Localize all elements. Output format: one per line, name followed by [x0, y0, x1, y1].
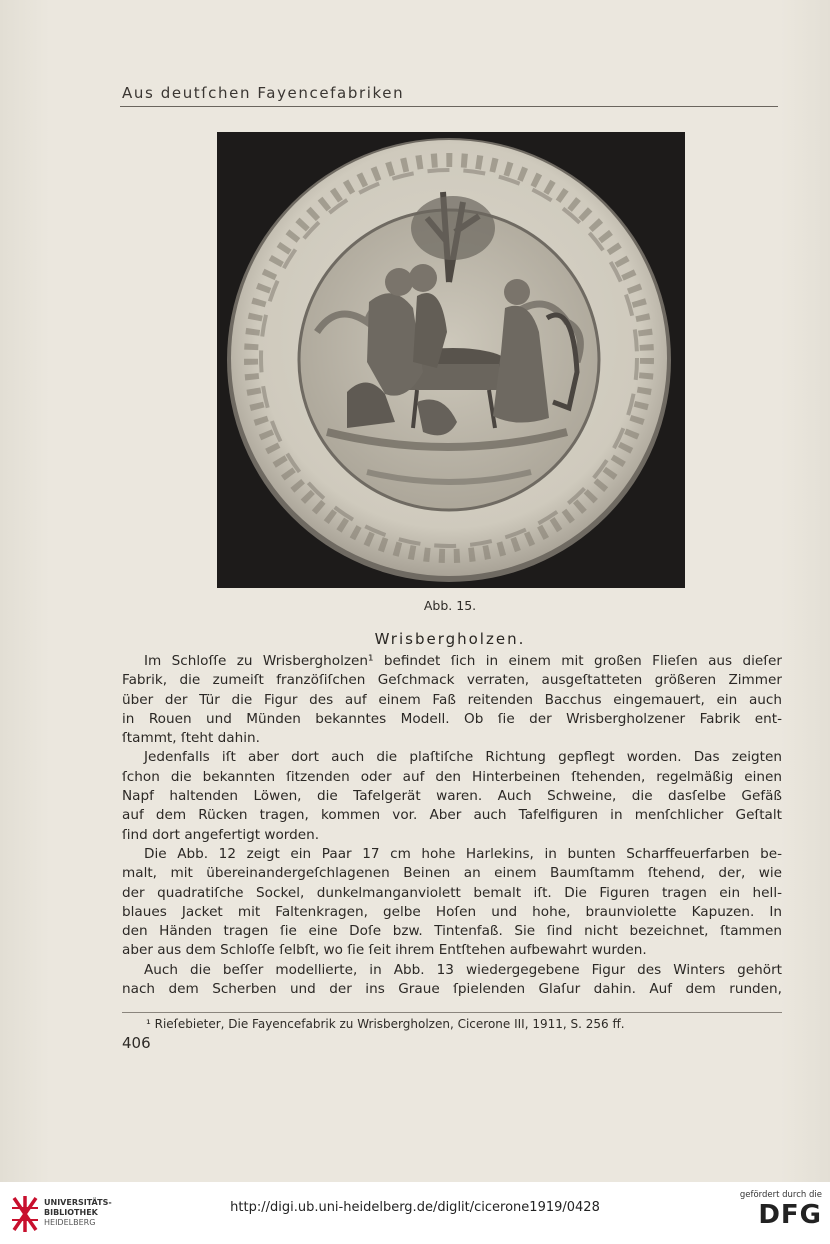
- viewer-footer: [0, 1182, 830, 1244]
- text-line: Napf haltenden Löwen, die Tafelgerät waren. Auch Schweine, die dasſelbe Gefäß: [122, 788, 782, 805]
- page-number: 406: [122, 1034, 151, 1052]
- paragraph: [122, 845, 782, 961]
- text-line: Die Abb. 12 zeigt ein Paar 17 cm hohe Harlekins, in bunten Scharffeuerfarben be-: [144, 845, 782, 862]
- text-line: den Händen tragen ſie eine Doſe bzw. Tintenfaß. Sie ſind nicht bezeichnet, ſtammen: [122, 923, 782, 940]
- paragraph: [122, 748, 782, 844]
- header-rule: [120, 106, 778, 107]
- text-line: auf dem Rücken tragen, kommen vor. Aber auch Tafelfiguren in menſchlicher Geſtalt: [122, 807, 782, 824]
- text-line: der quadratiſche Sockel, dunkelmanganviolett bemalt iſt. Die Figuren tragen ein hell-: [122, 884, 782, 901]
- plate-photograph: [217, 132, 685, 588]
- footnote-rule: [122, 1012, 782, 1013]
- faience-plate-illustration: [217, 132, 685, 588]
- dfg-wordmark: DFG: [758, 1200, 822, 1230]
- library-name-line: HEIDELBERG: [44, 1218, 96, 1227]
- text-line: ſtammt, ſteht dahin.: [122, 730, 260, 747]
- paragraph: [122, 961, 782, 1000]
- source-url[interactable]: http://digi.ub.uni-heidelberg.de/diglit/cicerone1919/0428: [230, 1200, 600, 1215]
- text-line: in Rouen und Münden bekanntes Modell. Ob ſie der Wrisbergholzener Fabrik ent-: [122, 710, 782, 727]
- funder-note: gefördert durch die: [739, 1190, 822, 1200]
- text-line: malt, mit übereinandergeſchlagenen Beinen an einem Baumſtamm ſtehend, der, wie: [122, 865, 782, 882]
- section-title: Wrisbergholzen.: [374, 630, 526, 648]
- text-line: nach dem Scherben und der ins Graue ſpielenden Glaſur dahin. Auf dem runden,: [122, 981, 782, 998]
- figure-caption: Abb. 15.: [423, 598, 477, 613]
- text-line: Auch die beſſer modellierte, in Abb. 13 wiedergegebene Figur des Winters gehört: [144, 961, 782, 978]
- text-line: Im Schloſſe zu Wrisbergholzen¹ befindet ſich in einem mit großen Flieſen aus dieſer: [144, 653, 782, 669]
- text-line: ſchon die bekannten ſitzenden oder auf den Hinterbeinen ſtehenden, regelmäßig einen: [122, 768, 782, 785]
- text-line: Fabrik, die zumeiſt franzöſiſchen Geſchmack verraten, ausgeſtatteten größeren Zimmer: [122, 672, 782, 689]
- body-text: [122, 652, 782, 999]
- text-line: blaues Jacket mit Faltenkragen, gelbe Hoſen und hohe, braunviolette Kapuzen. In: [122, 903, 782, 920]
- running-head: Aus deutſchen Fayencefabriken: [122, 84, 405, 102]
- footnote: ¹ Rieſebieter, Die Fayencefabrik zu Wrisbergholzen, Cicerone III, 1911, S. 256 ff.: [146, 1017, 625, 1031]
- library-name-line: BIBLIOTHEK: [44, 1208, 98, 1217]
- dfg-logo[interactable]: [732, 1190, 822, 1230]
- text-line: aber aus dem Schloſſe ſelbſt, wo ſie ſeit ihrem Entſtehen aufbewahrt wurden.: [122, 942, 647, 959]
- paragraph: [122, 652, 782, 748]
- text-line: Jedenfalls iſt aber dort auch die plaſtiſche Richtung gepflegt worden. Das zeigten: [144, 749, 782, 766]
- text-line: ſind dort angefertigt worden.: [122, 826, 320, 843]
- library-name-line: UNIVERSITÄTS-: [44, 1198, 112, 1207]
- text-line: über der Tür die Figur des auf einem Faß reitenden Bacchus eingemauert, ein auch: [122, 691, 782, 708]
